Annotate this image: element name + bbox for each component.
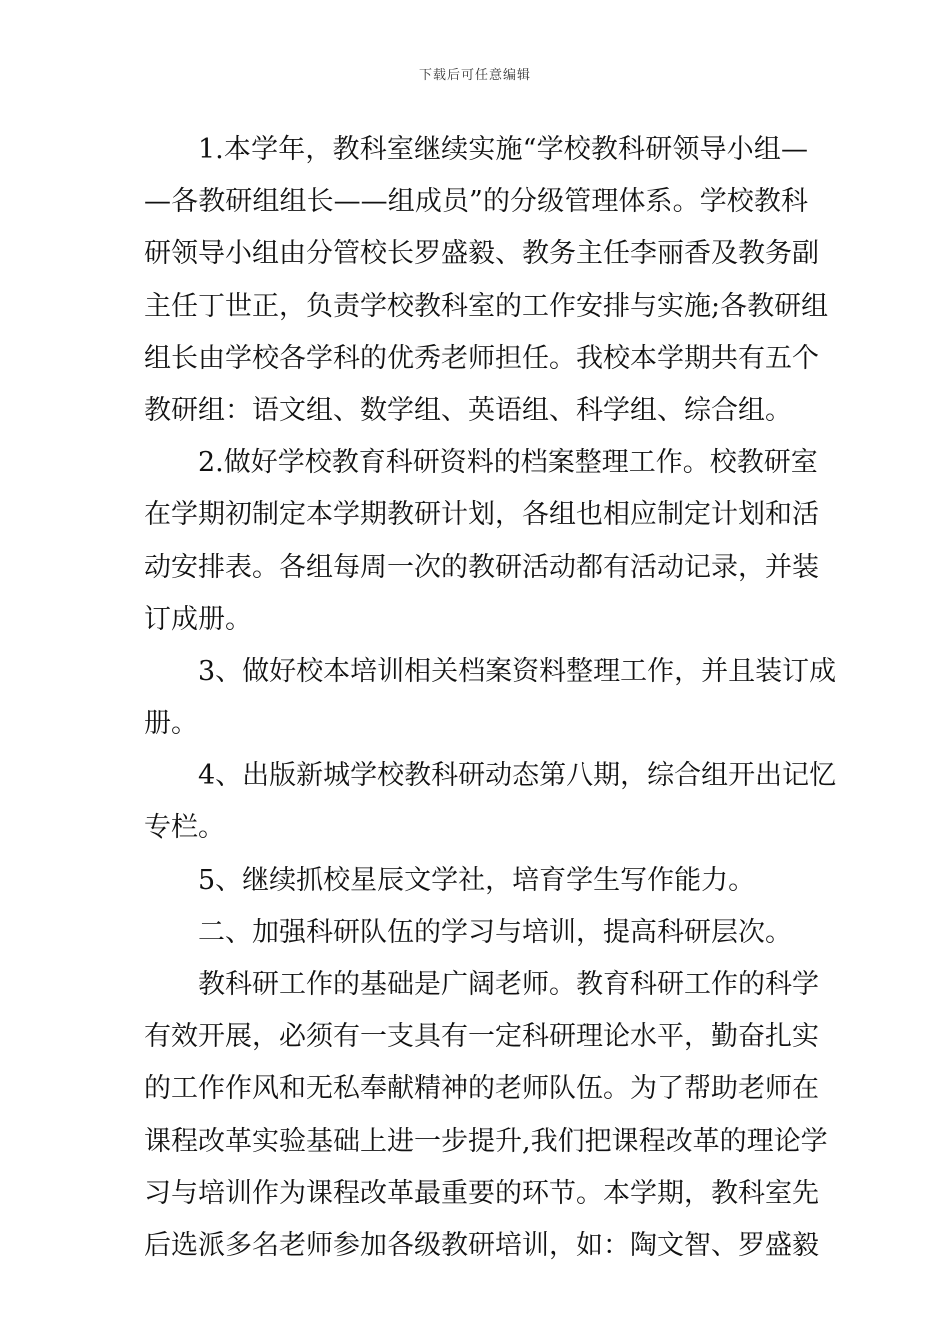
page-header: 下载后可任意编辑 [418,68,531,83]
text-line: 后选派多名老师参加各级教研培训，如：陶文智、罗盛毅 [144,1229,819,1261]
text-line: 组长由学校各学科的优秀老师担任。我校本学期共有五个 [144,342,819,374]
text-line: 主任丁世正，负责学校教科室的工作安排与实施;各教研组 [144,290,829,322]
text-line: 教科研工作的基础是广阔老师。教育科研工作的科学 [198,969,819,1000]
text-line: 二、加强科研队伍的学习与培训，提高科研层次。 [198,916,792,948]
text-line: 订成册。 [144,603,252,635]
text-line: 动安排表。各组每周一次的教研活动都有活动记录，并装 [144,551,819,583]
text-line: 研领导小组由分管校长罗盛毅、教务主任李丽香及教务副 [144,238,819,270]
text-line: 教研组：语文组、数学组、英语组、科学组、综合组。 [144,394,792,426]
text-line: 2.做好学校教育科研资料的档案整理工作。校教研室 [198,447,818,479]
text-line: 有效开展，必须有一支具有一定科研理论水平，勤奋扎实 [144,1021,819,1053]
text-line: 册。 [144,708,198,740]
text-line: 4、出版新城学校教科研动态第八期，综合组开出记忆 [198,760,837,792]
text-line: 3、做好校本培训相关档案资料整理工作，并且装订成 [198,655,837,687]
text-line: 在学期初制定本学期教研计划，各组也相应制定计划和活 [144,499,819,531]
text-line: 专栏。 [144,812,225,844]
text-line: 习与培训作为课程改革最重要的环节。本学期，教科室先 [144,1177,819,1209]
text-line: 课程改革实验基础上进一步提升,我们把课程改革的理论学 [144,1125,828,1157]
text-line: 5、继续抓校星辰文学社，培育学生写作能力。 [198,864,756,896]
document-body [144,124,837,1272]
text-line: 1.本学年，教科室继续实施“学校教科研领导小组— [198,134,808,165]
text-line: 的工作作风和无私奉献精神的老师队伍。为了帮助老师在 [144,1073,819,1105]
text-line: —各教研组组长——组成员”的分级管理体系。学校教科 [144,186,808,218]
